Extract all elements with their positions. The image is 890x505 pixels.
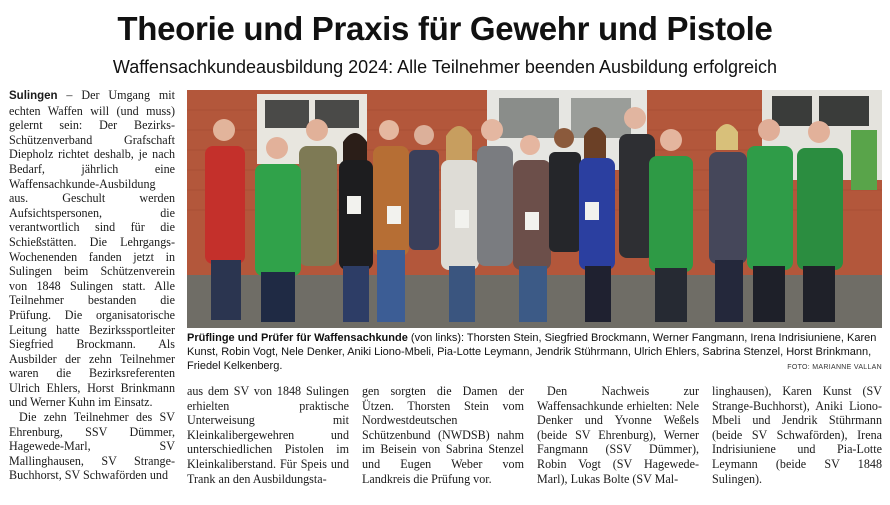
body-column-4	[712, 384, 882, 486]
body-column-3	[537, 384, 699, 486]
caption-text: (von links): Thorsten Stein, Siegfried Brockmann, Werner Fangmann, Irena Indrisiuniene, Karen Kunst, Robin Vogt, Nele Denker, Aniki Liono-Mbeli, Pia-Lotte Leymann, Jendrik Stührmann, Ulrich Ehlers, Sabrina Stenzel, Horst Brinkmann, Friedel Kelkenberg.	[187, 332, 877, 372]
group-photo	[187, 90, 882, 328]
body-column-left	[9, 88, 175, 483]
body-paragraph-2: Die zehn Teilnehmer des SV Ehrenburg, SSV Dümmer, Hagewede-Marl, SV Mallinghausen, SV Strange-Buchhorst, SV Schwaförden und	[9, 410, 175, 483]
body-text: linghausen), Karen Kunst (SV Strange-Buchhorst), Aniki Liono-Mbeli und Jendrik Stührmann (beide SV Schwaförden), Irena Indrisiuniene und Pia-Lotte Leymann (beide SV 1848 Sulingen).	[712, 384, 882, 486]
body-text: aus dem SV von 1848 Sulingen erhielten praktische Unterweisung mit Kleinkalibergewehren und unterschiedlichen Pistolen im Kleinkaliberstand. Für Speis und Trank an den Ausbildungsta-	[187, 384, 349, 486]
body-text: – Der Umgang mit echten Waffen will (und muss) gelernt sein: Der Bezirks-Schützenverband Grafschaft Diepholz richtet deshalb, je nach Bedarf, jährlich eine Waffensachkunde-Ausbildung aus. Geschult werden Aufsichtspersonen, die verantwortlich sind für die Schießstätten. Die Lehrgangs-Wochenenden fanden jetzt in Sulingen beim Schützenverein von 1848 Sulingen statt. Alle Teilnehmer bestanden die Prüfung. Die organisatorische Leitung hatte Bezirkssportleiter Siegfried Brockmann. Als Ausbilder der zehn Teilnehmer waren die Bezirksreferenten Ulrich Ehlers, Horst Brinkmann und Werner Kuhn im Einsatz.	[9, 88, 175, 410]
group-photo-illustration	[187, 90, 882, 328]
body-column-1	[187, 384, 349, 486]
subheadline: Waffensachkundeausbildung 2024: Alle Teilnehmer beenden Ausbildung erfolgreich	[112, 57, 778, 77]
body-text: gen sorgten die Damen der Ützen. Thorsten Stein vom Nordwestdeutschen Schützenbund (NWDSB) nahm im Beisein von Sabrina Stenzel und Eugen Weber vom Landkreis die Prüfung vor.	[362, 384, 524, 486]
headline: Theorie und Praxis für Gewehr und Pistole	[117, 10, 773, 47]
body-column-2	[362, 384, 524, 486]
photo-caption	[187, 332, 882, 373]
body-paragraph-1	[9, 88, 175, 410]
caption-lead: Prüflinge und Prüfer für Waffensachkunde	[187, 332, 408, 344]
photo-credit: FOTO: MARIANNE VALLAN	[787, 364, 882, 371]
body-text: Den Nachweis zur Waffensachkunde erhielten: Nele Denker und Yvonne Weßels (beide SV Ehrenburg), Werner Fangmann (SSV Dümmer), Robin Vogt (SV Hagewede-Marl), Lukas Bolte (SV Mal-	[537, 384, 699, 486]
dateline: Sulingen	[9, 90, 58, 102]
